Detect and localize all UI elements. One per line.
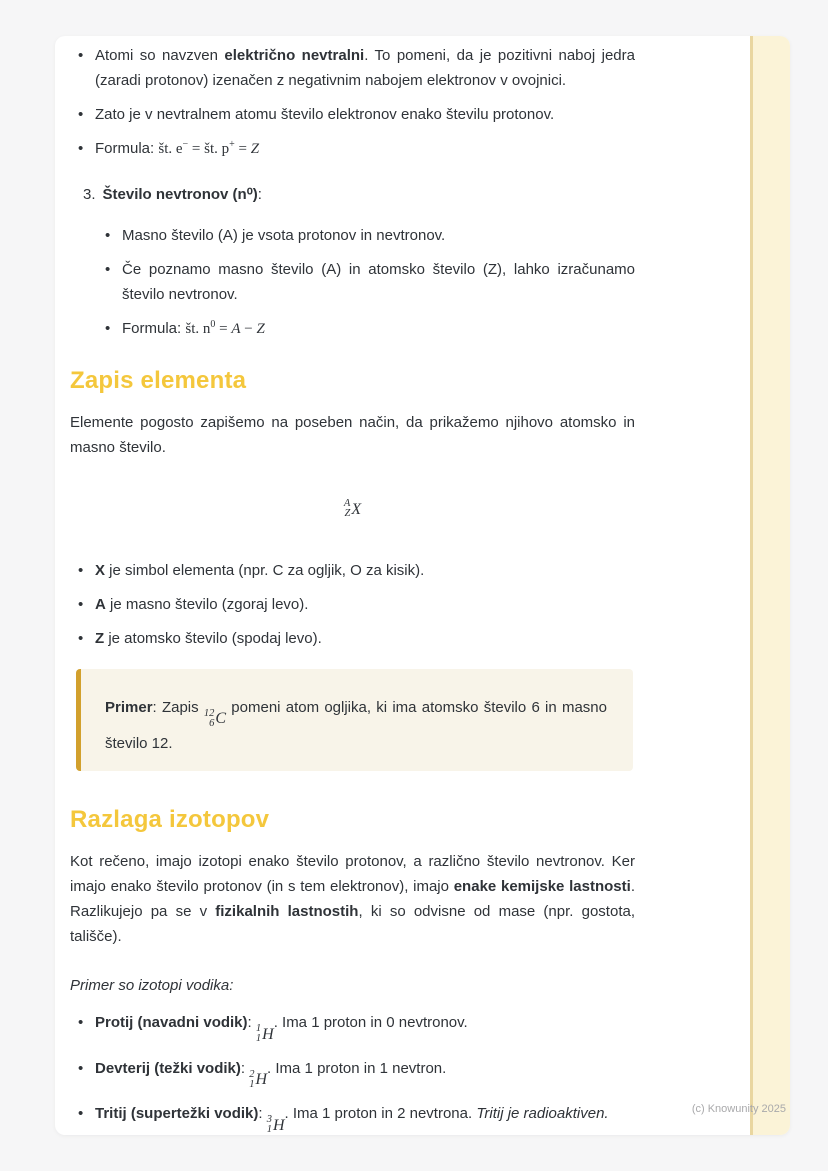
list-item — [97, 316, 635, 342]
math-segment: = — [234, 141, 251, 157]
list-item — [70, 1056, 635, 1093]
list-item — [70, 43, 635, 93]
text-segment: : Zapis — [152, 698, 204, 716]
nuclide-prescripts: 3 1 — [266, 1114, 272, 1135]
bullet-list — [70, 558, 635, 651]
nuclide-symbol: H — [272, 1116, 285, 1134]
text-segment: : — [240, 1059, 250, 1077]
text-segment: : — [258, 1105, 267, 1122]
nuclide-notation — [256, 1022, 274, 1047]
math-segment: = — [188, 141, 205, 157]
list-item — [97, 223, 635, 248]
text-segment: električno nevtralni — [224, 47, 365, 64]
math-segment: − — [240, 321, 257, 337]
bullet-list — [70, 43, 635, 162]
text-segment: je atomsko število (spodaj levo). — [104, 629, 322, 647]
text-segment: fizikalnih lastnostih — [215, 903, 359, 920]
nuclide-notation — [344, 497, 361, 522]
nuclide-symbol: X — [351, 500, 362, 518]
text-segment: Z — [95, 629, 105, 647]
math-segment: Z — [250, 141, 260, 157]
text-segment: Število nevtronov (n⁰) — [102, 186, 258, 203]
nuclide-notation — [267, 1113, 285, 1138]
nuclide-prescripts: 1 1 — [255, 1023, 262, 1044]
nuclide-prescripts: 2 1 — [249, 1068, 255, 1090]
section-heading: Razlaga izotopov — [70, 806, 270, 833]
math-segment: št. e — [158, 141, 183, 157]
math-segment: 0 — [210, 319, 216, 330]
text-segment: Kot rečeno, imajo izotopi enako število protonov, a različno število nevtronov. Ker imajo enako število protonov (in s tem elektronov), imajo — [70, 853, 635, 895]
text-segment: . Ima 1 proton in 2 nevtrona. — [284, 1105, 477, 1122]
nuclide-prescripts: 12 6 — [203, 707, 215, 729]
math-segment: A — [231, 321, 241, 337]
text-segment: Devterij (težki vodik) — [95, 1059, 241, 1077]
list-item — [70, 1010, 635, 1047]
bullet-list — [97, 223, 635, 342]
math-segment: Z — [256, 321, 265, 337]
text-segment: . Ima 1 proton in 1 nevtron. — [267, 1059, 447, 1077]
nuclide-notation — [204, 706, 226, 731]
nuclide-notation — [249, 1067, 267, 1092]
text-segment: . Ima 1 proton in 0 nevtronov. — [273, 1014, 468, 1031]
text-segment: . Razlikujejo pa se v — [70, 878, 635, 920]
copyright-watermark: (c) Knowunity 2025 — [691, 1103, 786, 1115]
list-item — [70, 102, 635, 127]
text-segment: Zato je v nevtralnem atomu število elektronov enako številu protonov. — [95, 106, 555, 123]
text-segment: : — [247, 1014, 256, 1031]
section-heading: Zapis elementa — [70, 367, 247, 394]
paragraph — [70, 410, 635, 460]
list-item — [70, 136, 635, 162]
math-segment: + — [229, 139, 235, 150]
math-segment: = — [215, 321, 232, 337]
text-segment: Formula: — [95, 140, 159, 157]
text-segment: Tritij (supertežki vodik) — [95, 1105, 259, 1122]
text-segment: Če poznamo masno število (A) in atomsko število (Z), lahko izračunamo število nevtronov. — [122, 261, 635, 303]
text-segment: pomeni atom ogljika, ki ima atomsko število 6 in masno število 12. — [105, 698, 607, 752]
text-segment: , ki so odvisne od mase (npr. gostota, tališče). — [70, 903, 635, 945]
list-item — [70, 1101, 635, 1138]
document-content — [70, 36, 635, 1156]
text-segment: Primer so izotopi vodika: — [70, 977, 234, 994]
page-edge-strip — [750, 36, 790, 1135]
text-segment: Masno število (A) je vsota protonov in nevtronov. — [122, 227, 446, 244]
list-item — [97, 257, 635, 307]
document-page — [55, 36, 790, 1135]
numbered-item — [70, 182, 635, 207]
paragraph — [70, 849, 635, 949]
text-segment: Atomi so navzven — [95, 47, 225, 64]
bullet-list — [70, 1010, 635, 1138]
nuclide-symbol: H — [262, 1025, 274, 1043]
list-item — [70, 558, 635, 583]
text-segment: je simbol elementa (npr. C za ogljik, O za kisik). — [105, 561, 425, 579]
text-segment: Formula: — [122, 320, 186, 337]
math-segment: − — [182, 139, 189, 150]
text-segment: Protij (navadni vodik) — [95, 1014, 248, 1031]
list-number: 3. — [83, 186, 96, 203]
text-segment: je masno število (zgoraj levo). — [105, 595, 309, 613]
element-notation-formula — [70, 484, 635, 522]
text-segment: Elemente pogosto zapišemo na poseben način, da prikažemo njihovo atomsko in masno število. — [70, 414, 635, 456]
text-segment: Primer — [105, 698, 153, 716]
nuclide-prescripts: A Z — [343, 498, 351, 519]
math-segment: št. p — [204, 141, 230, 157]
nuclide-symbol: H — [255, 1071, 268, 1088]
nuclide-symbol: C — [215, 710, 227, 727]
text-segment: X — [95, 561, 106, 579]
list-item — [70, 592, 635, 617]
text-segment: A — [95, 595, 106, 613]
text-segment: enake kemijske lastnosti — [453, 878, 631, 895]
text-segment: . To pomeni, da je pozitivni naboj jedra (zaradi protonov) izenačen z negativnim nabojem elektronov v ovojnici. — [95, 47, 635, 89]
math-segment: št. n — [185, 321, 211, 337]
paragraph — [70, 973, 635, 998]
list-item — [70, 626, 635, 651]
text-segment: Tritij je radioaktiven. — [476, 1105, 609, 1122]
example-callout — [76, 669, 633, 772]
text-segment: : — [257, 186, 262, 203]
callout-text — [105, 695, 607, 757]
